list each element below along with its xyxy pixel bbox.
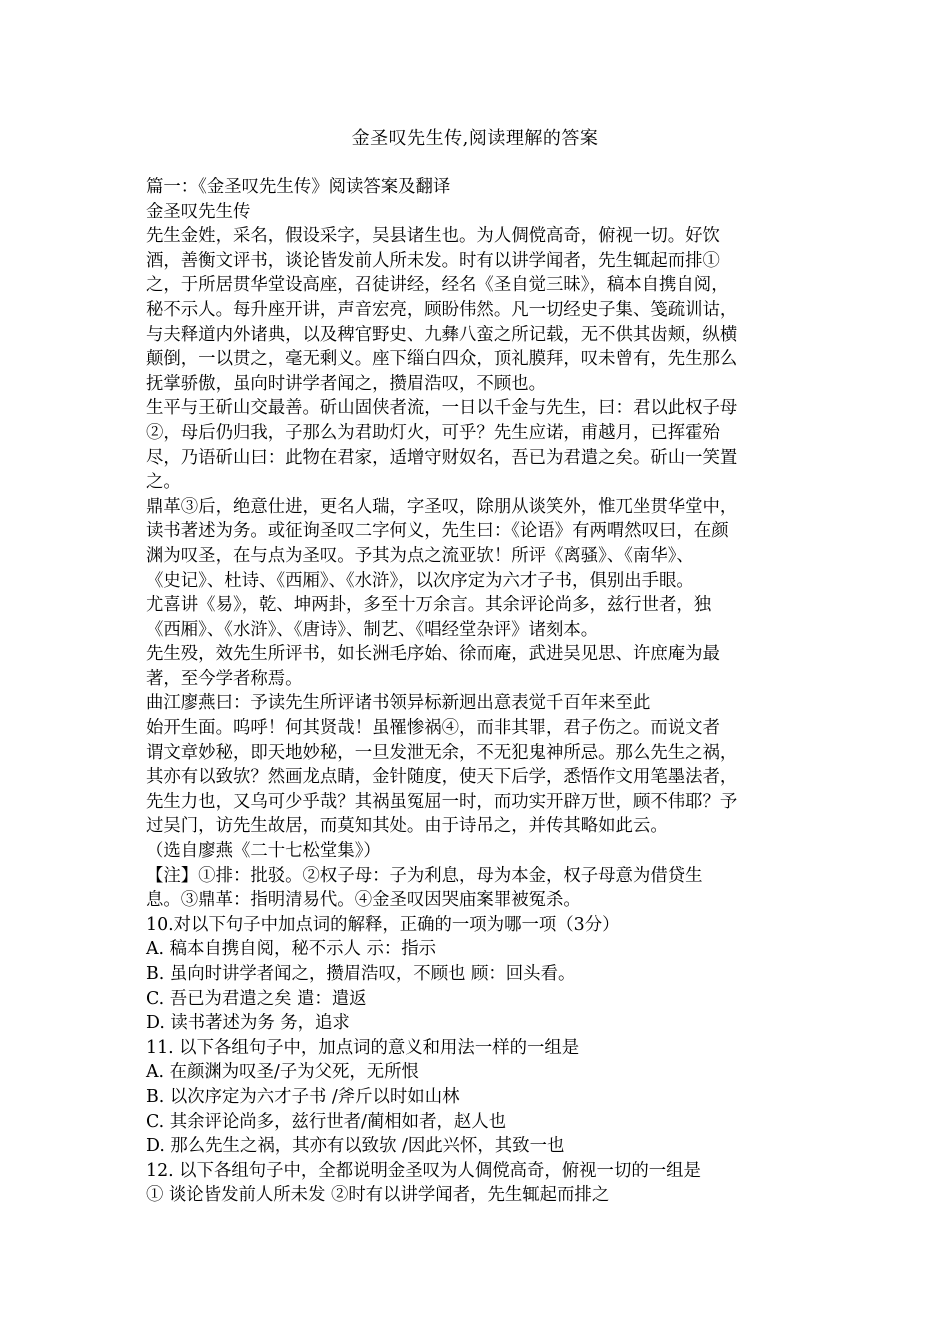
text-line: 12. 以下各组句子中，全都说明金圣叹为人倜傥高奇，俯视一切的一组是 xyxy=(146,1160,701,1181)
text-line: 10.对以下句子中加点词的解释，正确的一项为哪一项（3分） xyxy=(146,914,620,935)
text-line: D. 那么先生之祸，其亦有以致欤 /因此兴怀，其致一也 xyxy=(146,1136,565,1157)
text-line: 始开生面。呜呼！何其贤哉！虽罹惨祸④，而非其罪，君子伤之。而说文者 xyxy=(146,718,720,739)
text-line: A. 在颜渊为叹圣/子为父死，无所恨 xyxy=(146,1062,419,1083)
document-body xyxy=(146,175,812,1208)
text-line: 尽，乃语斫山曰：此物在君家，适增守财奴名，吾已为君遣之矣。斫山一笑置 xyxy=(146,447,738,468)
text-line: 秘不示人。每升座开讲，声音宏亮，顾盼伟然。凡一切经史子集、笺疏训诂， xyxy=(146,299,738,320)
text-line: 息。③鼎革：指明清易代。④金圣叹因哭庙案罪被冤杀。 xyxy=(146,890,581,911)
text-line: 金圣叹先生传 xyxy=(146,201,251,222)
text-line: 《西厢》、《水浒》、《唐诗》、制艺、《唱经堂杂评》诸刻本。 xyxy=(146,619,599,640)
text-line: A. 稿本自携自阅，秘不示人 示：指示 xyxy=(146,939,437,960)
text-line: C. 吾已为君遣之矣 遣：遣返 xyxy=(146,988,367,1009)
text-line: 【注】①排：批驳。②权子母：子为利息，母为本金，权子母意为借贷生 xyxy=(146,865,703,886)
text-line: 其亦有以致欤？然画龙点睛，金针随度，使天下后学，悉悟作文用笔墨法者， xyxy=(146,767,738,788)
text-line: 先生金姓，采名，假设采字，吴县诸生也。为人倜傥高奇，俯视一切。好饮 xyxy=(146,226,720,247)
text-line: ① 谈论皆发前人所未发 ②时有以讲学闻者，先生辄起而排之 xyxy=(146,1185,610,1206)
text-line: 先生力也，又乌可少乎哉？其祸虽冤屈一时，而功实开辟万世，顾不伟耶？予 xyxy=(146,791,738,812)
text-line: D. 读书著述为务 务，追求 xyxy=(146,1013,350,1034)
text-line: 谓文章妙秘，即天地妙秘，一旦发泄无余，不无犯鬼神所忌。那么先生之祸， xyxy=(146,742,738,763)
text-line: （选自廖燕《二十七松堂集》） xyxy=(146,841,381,862)
text-line: ②，母后仍归我，子那么为君助灯火，可乎？先生应诺，甫越月，已挥霍殆 xyxy=(146,422,720,443)
text-line: 11. 以下各组句子中，加点词的意义和用法一样的一组是 xyxy=(146,1037,580,1058)
text-line: 曲江廖燕曰：予读先生所评诸书领异标新迥出意表觉千百年来至此 xyxy=(146,693,651,714)
text-line: 篇一：《金圣叹先生传》阅读答案及翻译 xyxy=(146,177,451,197)
text-line: B. 虽向时讲学者闻之，攒眉浩叹，不顾也 顾：回头看。 xyxy=(146,964,576,984)
text-line: 先生殁，效先生所评书，如长洲毛序始、徐而庵，武进吴见思、许庶庵为最 xyxy=(146,644,720,665)
document-title: 金圣叹先生传,阅读理解的答案 xyxy=(351,128,599,149)
text-line: B. 以次序定为六才子书 /斧斤以时如山林 xyxy=(146,1086,460,1107)
text-line: 抚掌骄傲，虽向时讲学者闻之，攒眉浩叹，不顾也。 xyxy=(146,373,546,394)
text-line: 尤喜讲《易》，乾、坤两卦，多至十万余言。其余评论尚多，兹行世者，独 xyxy=(146,595,712,616)
text-line: 鼎革③后，绝意仕进，更名人瑞，字圣叹，除朋从谈笑外，惟兀坐贯华堂中， xyxy=(146,496,738,517)
text-line: 之，于所居贯华堂设高座，召徒讲经，经名《圣自觉三昧》，稿本自携自阅， xyxy=(146,275,729,296)
text-line: 渊为叹圣，在与点为圣叹。予其为点之流亚欤！所评《离骚》、《南华》、 xyxy=(146,545,694,566)
text-line: 读书著述为务。或征询圣叹二字何义，先生曰：《论语》有两喟然叹曰，在颜 xyxy=(146,521,729,542)
text-line: 颠倒，一以贯之，毫无剩义。座下缁白四众，顶礼膜拜，叹未曾有，先生那么 xyxy=(146,349,738,370)
text-line: 著，至今学者称焉。 xyxy=(146,668,303,689)
text-line: 之。 xyxy=(146,472,181,493)
text-line: 《史记》、杜诗、《西厢》、《水浒》，以次序定为六才子书，俱别出手眼。 xyxy=(146,570,694,591)
text-line: C. 其余评论尚多，兹行世者/蔺相如者，赵人也 xyxy=(146,1111,507,1132)
text-line: 酒，善衡文评书，谈论皆发前人所未发。时有以讲学闻者，先生辄起而排① xyxy=(146,250,720,271)
text-line: 过吴门，访先生故居，而莫知其处。由于诗吊之，并传其略如此云。 xyxy=(146,816,668,837)
text-line: 与夫释道内外诸典，以及稗官野史、九彝八蛮之所记载，无不供其齿颊，纵横 xyxy=(146,324,738,345)
text-line: 生平与王斫山交最善。斫山固侠者流，一日以千金与先生，曰：君以此权子母 xyxy=(146,398,738,419)
